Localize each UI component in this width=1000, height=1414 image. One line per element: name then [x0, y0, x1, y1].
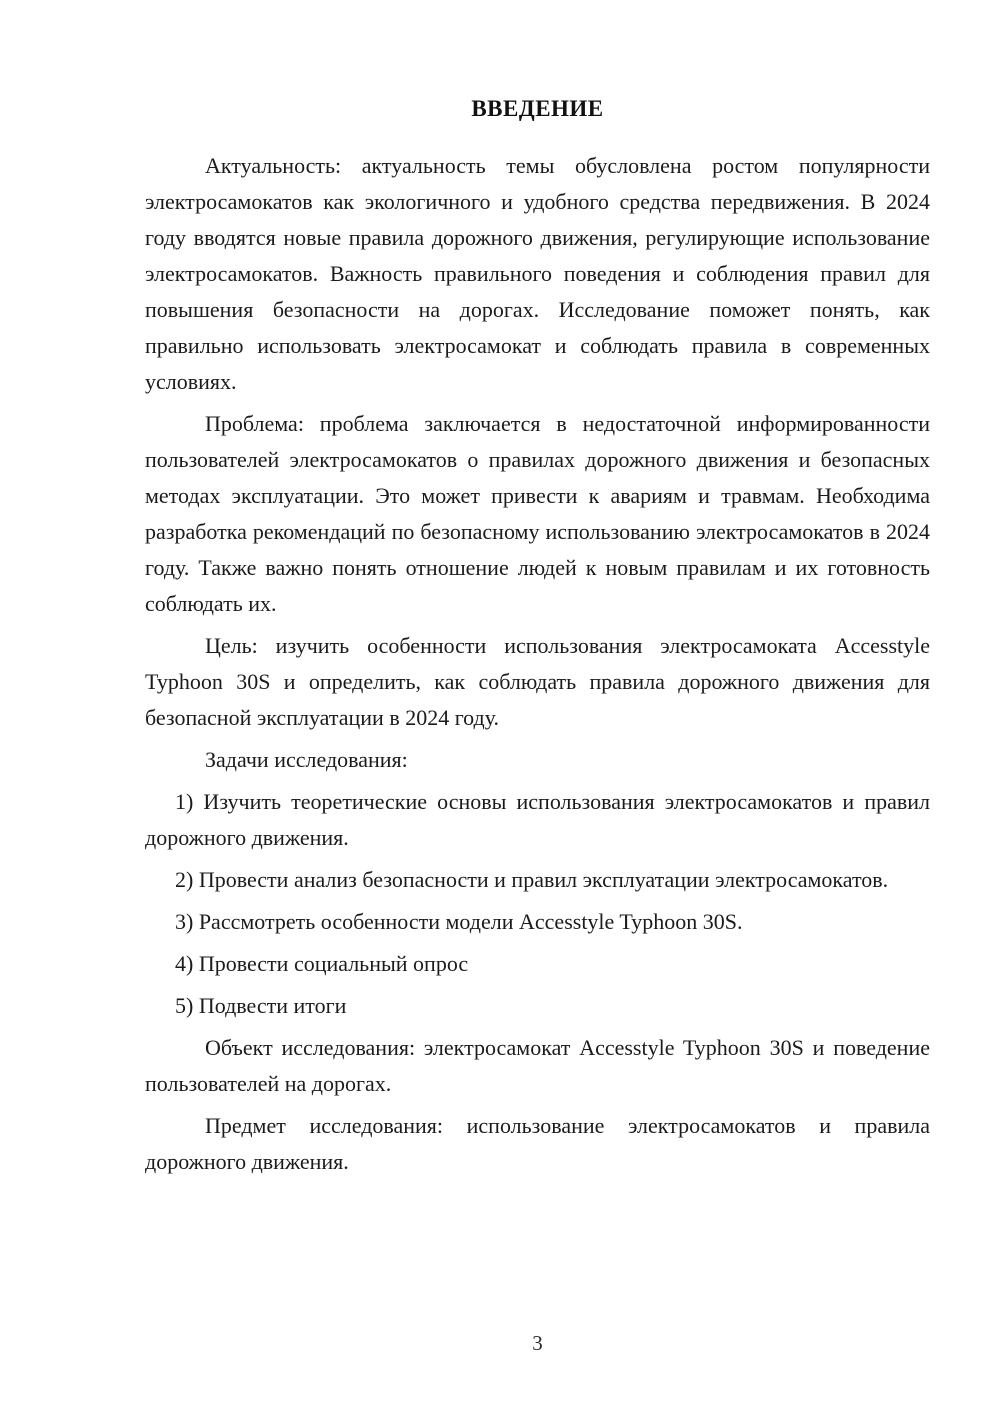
- paragraph: 3) Рассмотреть особенности модели Accesstyle Typhoon 30S.: [175, 909, 743, 934]
- paragraph: 5) Подвести итоги: [175, 993, 347, 1018]
- paragraph: 4) Провести социальный опрос: [175, 951, 469, 976]
- paragraph: Цель: изучить особенности использования электросамоката Accesstyle Typhoon 30S и определить, как соблюдать правила дорожного движения для безопасной эксплуатации в 2024 году.: [145, 633, 930, 730]
- paragraph: Актуальность: актуальность темы обусловлена ростом популярности электросамокатов как экологичного и удобного средства передвижения. В 2024 году вводятся новые правила дорожного движения, регулирующие использование электросамокатов. Важность правильного поведения и соблюдения правил для повышения безопасности на дорогах. Исследование поможет понять, как правильно использовать электросамокат и соблюдать правила в современных условиях.: [145, 153, 930, 394]
- page-number: 3: [532, 1331, 543, 1355]
- paragraph: Проблема: проблема заключается в недостаточной информированности пользователей электросамокатов о правилах дорожного движения и безопасных методах эксплуатации. Это может привести к авариям и травмам. Необходима разработка рекомендаций по безопасному использованию электросамокатов в 2024 году. Также важно понять отношение людей к новым правилам и их готовность соблюдать их.: [145, 411, 930, 616]
- paragraph: Задачи исследования:: [205, 747, 408, 772]
- paragraph: 1) Изучить теоретические основы использования электросамокатов и правил дорожного движения.: [145, 789, 930, 850]
- paragraph: Предмет исследования: использование электросамокатов и правила дорожного движения.: [145, 1113, 930, 1174]
- document-body: [145, 148, 930, 1180]
- paragraph: Объект исследования: электросамокат Accesstyle Typhoon 30S и поведение пользователей на дорогах.: [145, 1035, 930, 1096]
- page-title: ВВЕДЕНИЕ: [471, 96, 604, 121]
- paragraph: 2) Провести анализ безопасности и правил эксплуатации электросамокатов.: [175, 867, 889, 892]
